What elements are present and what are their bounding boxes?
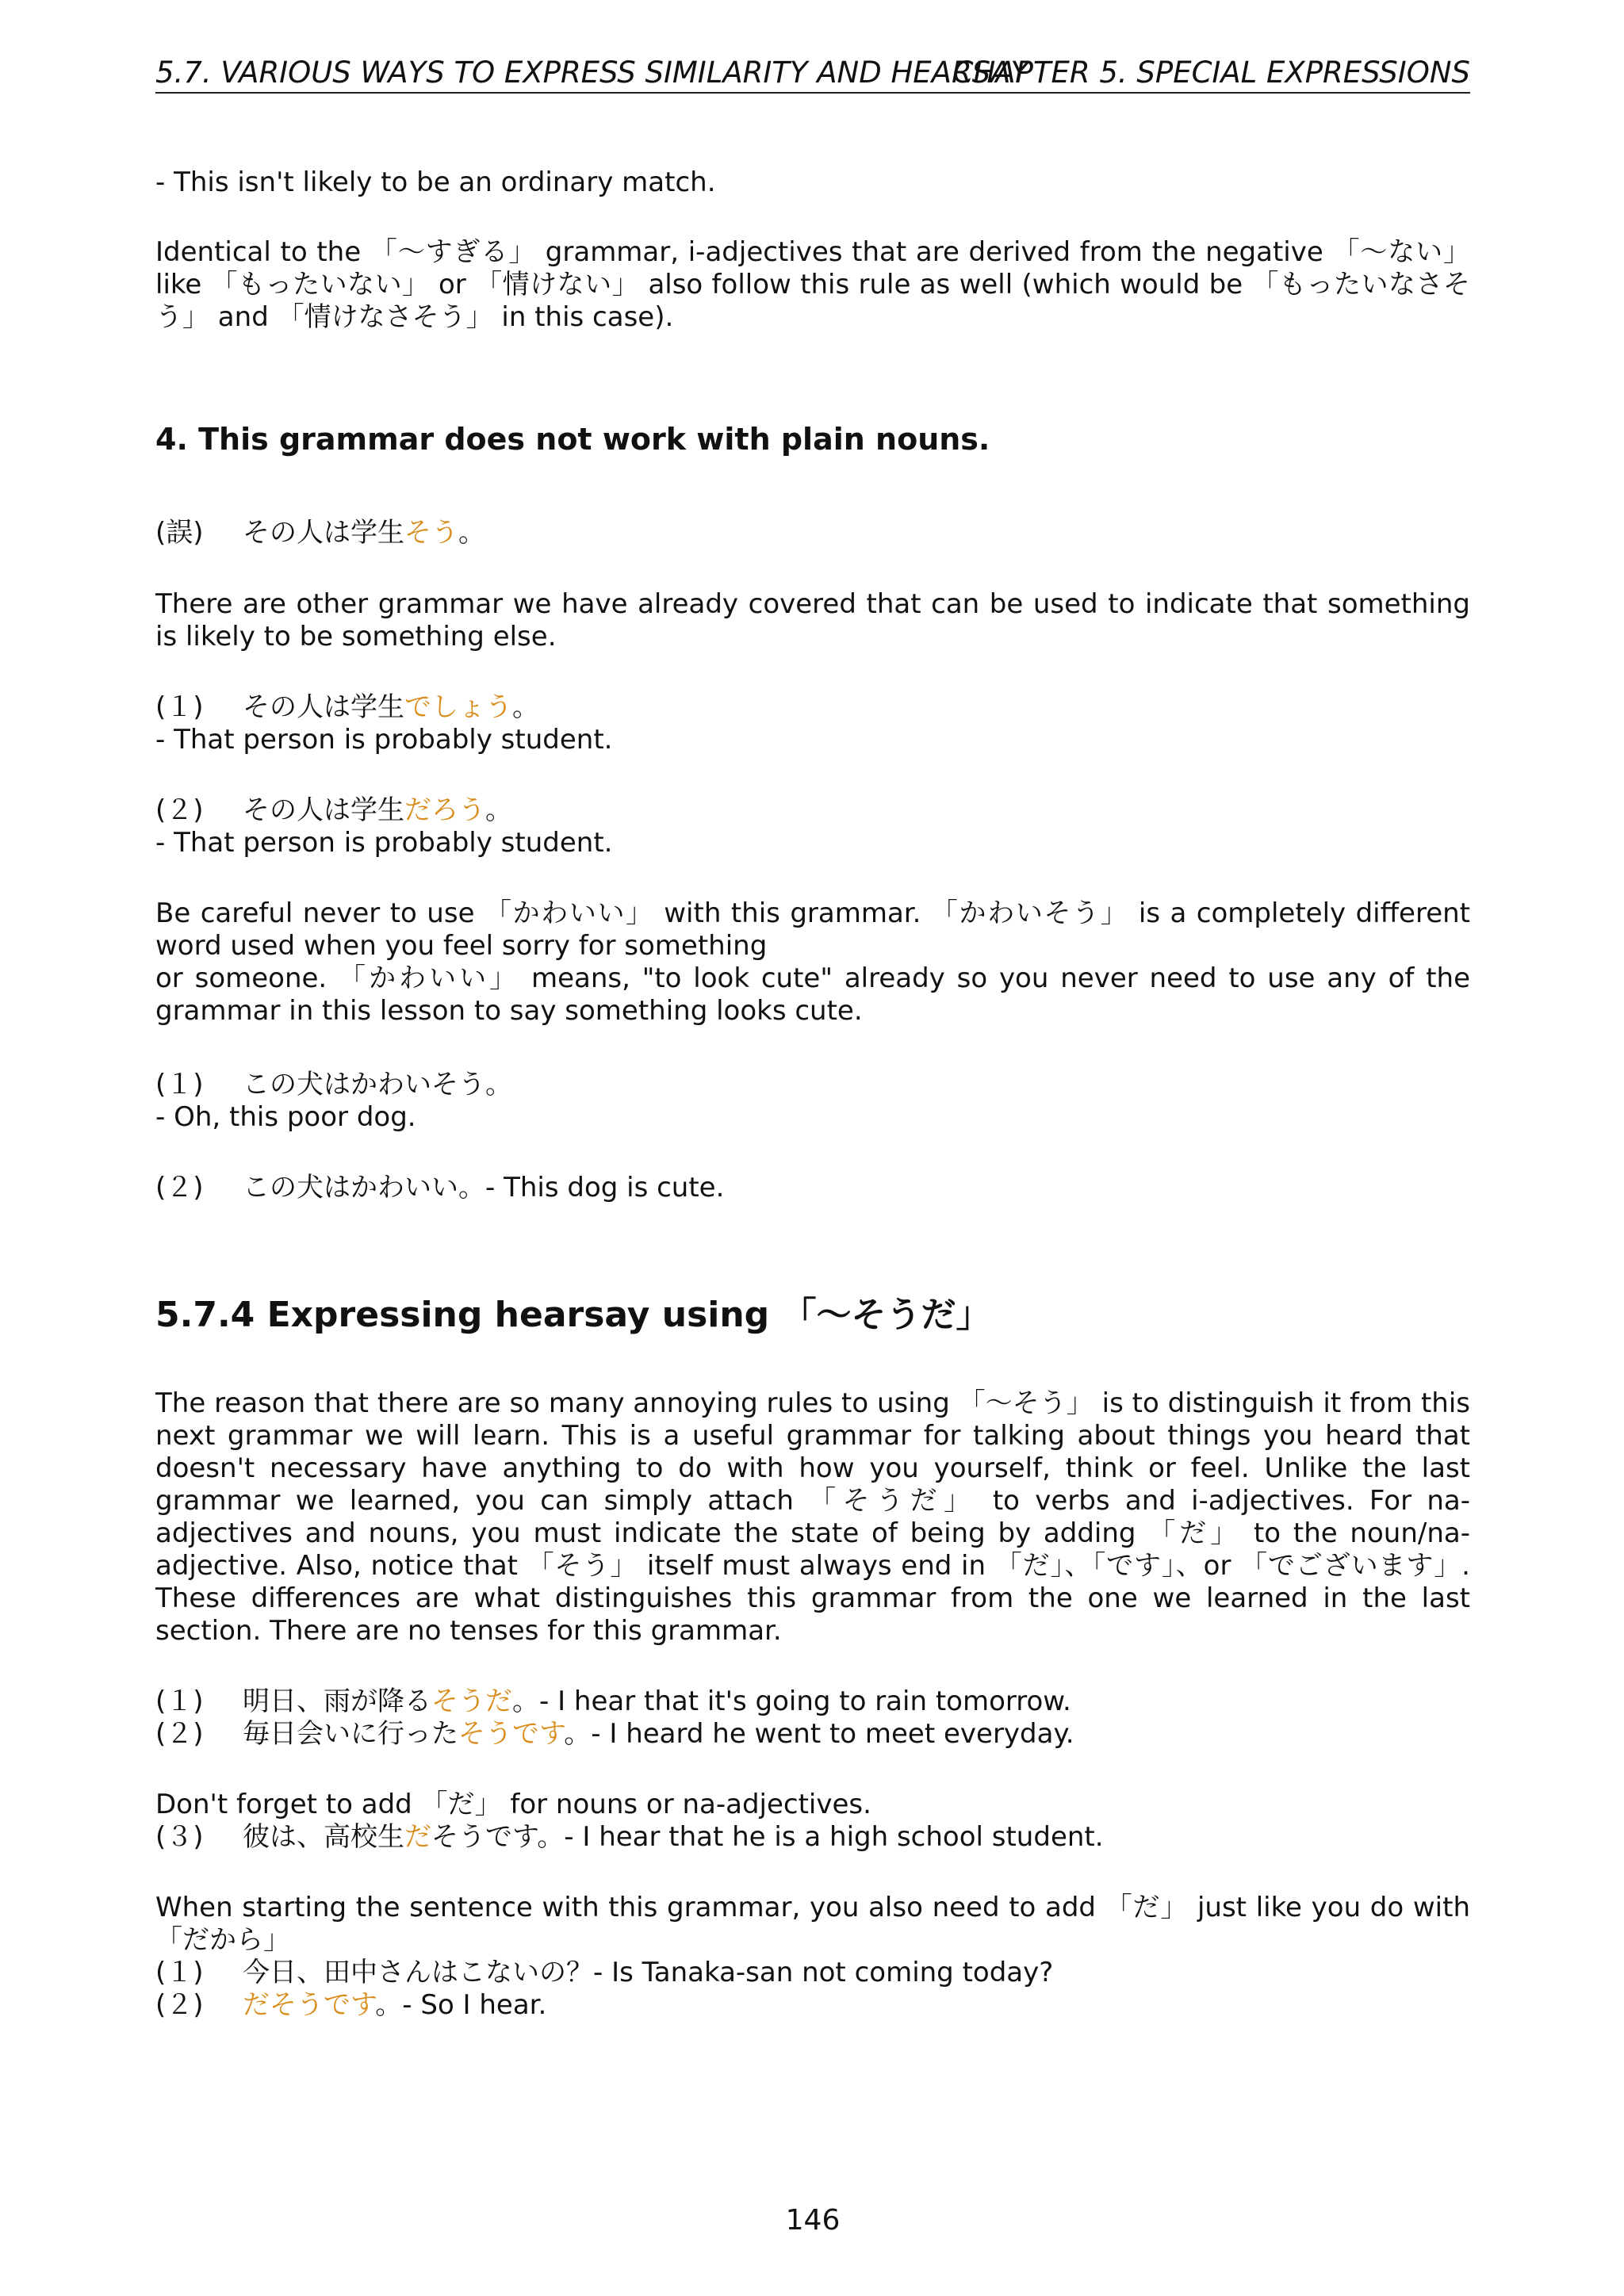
example-deshou: (１) その人は学生でしょう。 - That person is probably student. (155, 691, 1470, 756)
list-item: (１) 今日、田中さんはこないの？- Is Tanaka-san not coming today? (155, 1957, 1054, 1988)
highlight: そう (404, 517, 458, 549)
highlight: そうです (458, 1718, 565, 1750)
example-number: (１) (155, 691, 204, 723)
top-translation: - This isn't likely to be an ordinary match. (155, 166, 716, 198)
example-label: (誤) (155, 517, 204, 549)
example-kawaii: (２) この犬はかわいい。- This dog is cute. (155, 1172, 725, 1203)
highlight: でしょう (404, 691, 512, 723)
example-number: (１) (155, 1069, 204, 1100)
example-translation: - That person is probably student. (155, 827, 613, 859)
rule-4-heading: 4. This grammar does not work with plain nouns. (155, 422, 990, 457)
highlight: だそうです (243, 1989, 376, 2021)
paragraph-starting: When starting the sentence with this grammar, you also need to add 「だ」 just like you do with 「だから」 (１) 今日、田中さんはこないの？- Is Tanaka-san not coming today? (２) だそうです。- So I hear. (155, 1892, 1470, 2021)
page-number: 146 (785, 2204, 841, 2237)
example-number: (１) (155, 1686, 204, 1717)
example-number: (１) (155, 1957, 204, 1988)
paragraph-reason: The reason that there are so many annoying rules to using 「〜そう」 is to distinguish it from this next grammar we will learn. This is a useful grammar for talking about things you heard that doesn't necessary have anything to do with how you yourself, think or feel. Unlike the last grammar we learned, you can simply attach 「そうだ」 to verbs and i-adjectives. For na-adjectives and nouns, you must indicate the state of being by adding 「だ」 to the noun/na-adjective. Also, notice that 「そう」 itself must always end in 「だ」、「です」、or 「でございます」. These differences are what distinguishes this grammar from the one we learned in the last section. There are no tenses for this grammar. (155, 1387, 1470, 1647)
header-chapter-title: CHAPTER 5. SPECIAL EXPRESSIONS (952, 55, 1470, 90)
paragraph-dont-forget: Don't forget to add 「だ」 for nouns or na-adjectives. (155, 1789, 871, 1820)
list-item: (２) 毎日会いに行ったそうです。- I heard he went to meet everyday. (155, 1718, 1074, 1750)
highlight: そうだ (431, 1686, 512, 1717)
paragraph-careful: Be careful never to use 「かわいい」 with this grammar. 「かわいそう」 is a completely different word used when you feel sorry for something or someone. 「かわいい」 means, "to look cute" already so you never need to use any of the grammar in this lesson to say something looks cute. (155, 897, 1470, 1027)
example-number: (３) (155, 1821, 204, 1853)
example-kawaisou: (１) この犬はかわいそう。 - Oh, this poor dog. (155, 1069, 1470, 1134)
wrong-example: (誤) その人は学生そう。 (155, 517, 485, 549)
example-translation: - That person is probably student. (155, 724, 613, 756)
list-item: (２) だそうです。- So I hear. (155, 1989, 547, 2021)
example-number: (２) (155, 794, 204, 826)
example-number: (２) (155, 1989, 204, 2021)
paragraph-other-grammar: There are other grammar we have already covered that can be used to indicate that something is likely to be something else. (155, 588, 1470, 652)
hearsay-examples (155, 1686, 1470, 1751)
paragraph-identical: Identical to the 「〜すぎる」 grammar, i-adjectives that are derived from the negative 「〜ない」 like 「もったいない」 or 「情けない」 also follow this rule as well (which would be 「もったいなさそう」 and 「情けなさそう」 in this case). (155, 236, 1470, 333)
example-darou: (２) その人は学生だろう。 - That person is probably student. (155, 794, 1470, 859)
example-number: (２) (155, 1172, 204, 1203)
header-section-title: 5.7. VARIOUS WAYS TO EXPRESS SIMILARITY AND HEARSAY (155, 55, 1029, 90)
example-translation: - Oh, this poor dog. (155, 1101, 416, 1133)
running-header (155, 52, 1470, 94)
highlight: だろう (404, 794, 485, 826)
highlight: だ (404, 1821, 431, 1853)
section-heading-hearsay: 5.7.4 Expressing hearsay using 「〜そうだ」 (155, 1295, 991, 1335)
list-item: (１) 明日、雨が降るそうだ。- I hear that it's going to rain tomorrow. (155, 1686, 1071, 1717)
example-number: (２) (155, 1718, 204, 1750)
example-student: Don't forget to add 「だ」 for nouns or na-adjectives. (３) 彼は、高校生だそうです。- I hear that he is a high school student. (155, 1789, 1470, 1854)
